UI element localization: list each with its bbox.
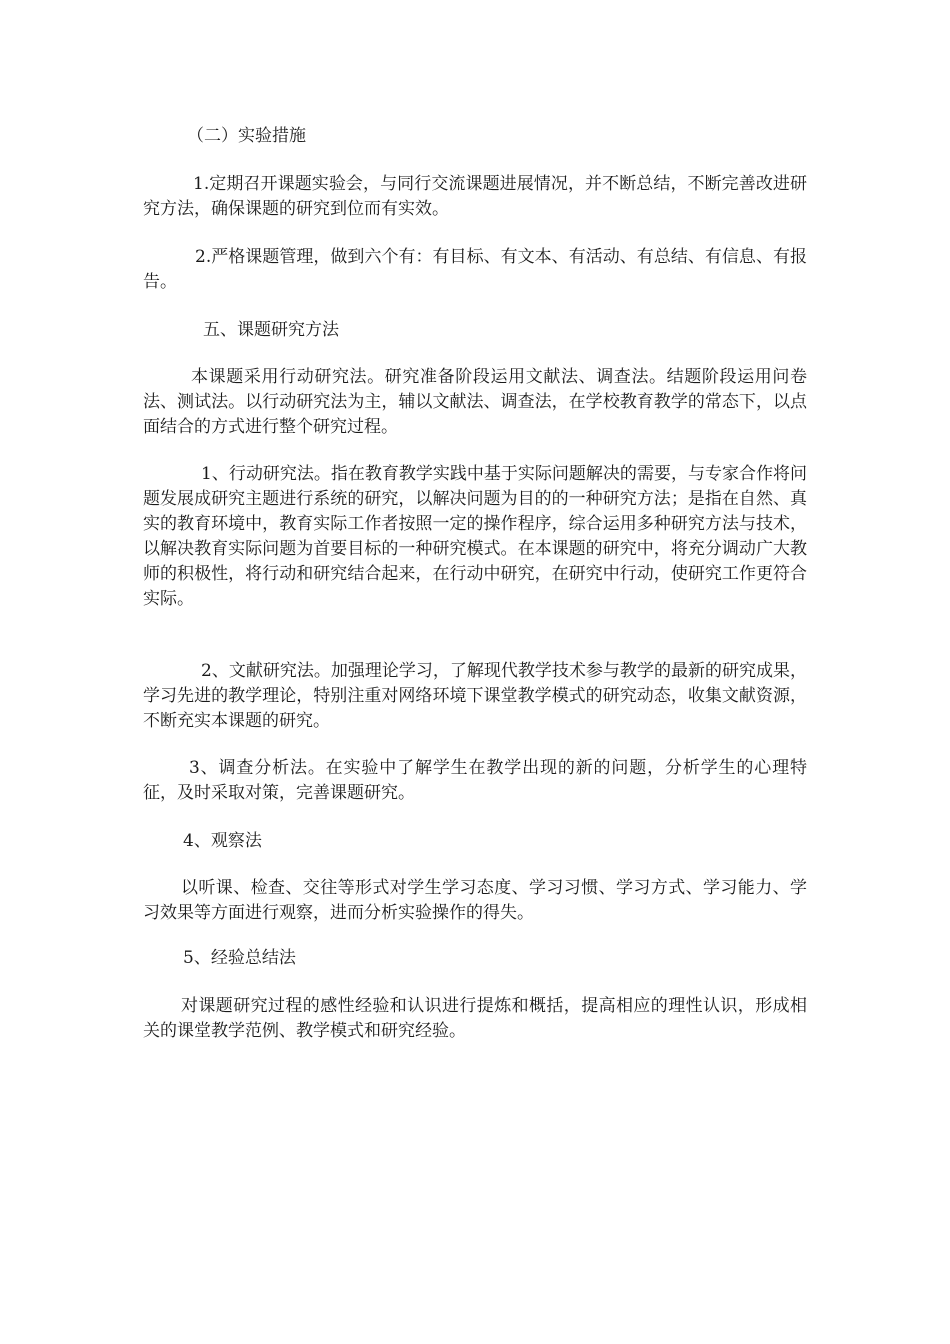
subheading-measures: （二）实验措施 xyxy=(187,126,306,146)
method-observation-title: 4、观察法 xyxy=(183,831,262,851)
measure-2-paragraph: 2.严格课题管理，做到六个有：有目标、有文本、有活动、有总结、有信息、有报告。 xyxy=(143,247,807,292)
method-action-research-paragraph: 1、行动研究法。指在教育教学实践中基于实际问题解决的需要，与专家合作将问题发展成研究主题进行系统的研究，以解决问题为目的的一种研究方法；是指在自然、真实的教育环境中，教育实际工作者按照一定的操作程序，综合运用多种研究方法与技术，以解决教育实际问题为首要目标的一种研究模式。在本课题的研究中，将充分调动广大教师的积极性，将行动和研究结合起来，在行动中研究，在研究中行动，使研究工作更符合实际。 xyxy=(143,464,807,609)
method-survey-analysis-paragraph: 3、调查分析法。在实验中了解学生在教学出现的新的问题，分析学生的心理特征，及时采取对策，完善课题研究。 xyxy=(143,758,807,803)
methods-intro-paragraph: 本课题采用行动研究法。研究准备阶段运用文献法、调查法。结题阶段运用问卷法、测试法。以行动研究法为主，辅以文献法、调查法，在学校教育教学的常态下，以点面结合的方式进行整个研究过程。 xyxy=(143,367,807,437)
method-literature-research-paragraph: 2、文献研究法。加强理论学习，了解现代教学技术参与教学的最新的研究成果，学习先进的教学理论，特别注重对网络环境下课堂教学模式的研究动态，收集文献资源，不断充实本课题的研究。 xyxy=(143,661,807,731)
section-heading-methods: 五、课题研究方法 xyxy=(203,320,339,340)
method-experience-summary-paragraph: 对课题研究过程的感性经验和认识进行提炼和概括，提高相应的理性认识，形成相关的课堂教学范例、教学模式和研究经验。 xyxy=(143,996,807,1041)
method-experience-summary-title: 5、经验总结法 xyxy=(183,948,296,968)
measure-1-paragraph: 1.定期召开课题实验会，与同行交流课题进展情况，并不断总结，不断完善改进研究方法，确保课题的研究到位而有实效。 xyxy=(143,174,807,219)
method-observation-paragraph: 以听课、检查、交往等形式对学生学习态度、学习习惯、学习方式、学习能力、学习效果等方面进行观察，进而分析实验操作的得失。 xyxy=(143,878,807,923)
